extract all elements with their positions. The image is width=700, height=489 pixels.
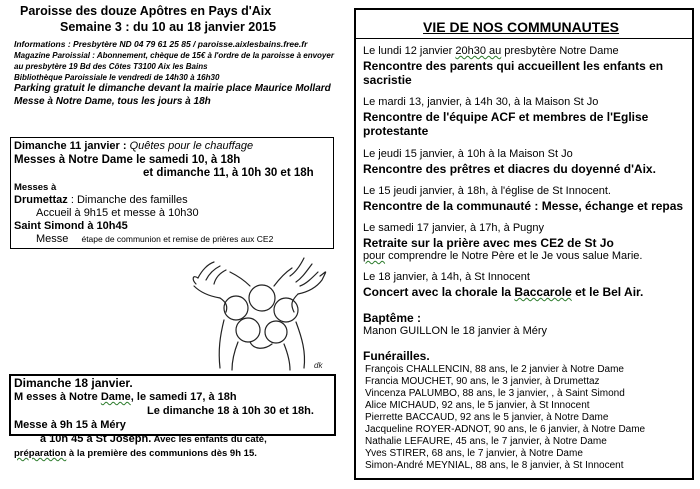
event-4-date: Le 15 jeudi janvier, à 18h, à l'église de St Innocent.: [363, 185, 611, 197]
event-6-date: Le 18 janvier, à 14h, à St Innocent: [363, 271, 530, 283]
sunday-18-heading: Dimanche 18 janvier.: [14, 376, 133, 390]
event-5-date: Le samedi 17 janvier, à 17h, à Pugny: [363, 222, 545, 234]
daily-mass-info: Messe à Notre Dame, tous les jours à 18h: [14, 96, 211, 107]
list-item: Nathalie LEFAURE, 45 ans, le 7 janvier, à Notre Dame: [365, 436, 607, 447]
event-2-title-2: protestante: [363, 124, 429, 138]
event-6-title: Concert avec la chorale la Baccarole et le Bel Air.: [363, 285, 644, 299]
funerailles-heading: Funérailles.: [363, 349, 430, 363]
parish-title: Paroisse des douze Apôtres en Pays d'Aix: [20, 4, 272, 18]
event-1-title-2: sacristie: [363, 73, 412, 87]
messes-a-label: Messes à: [14, 182, 57, 193]
sunday-11-mass-line-1: Messes à Notre Dame le samedi 10, à 18h: [14, 154, 241, 166]
list-item: Alice MICHAUD, 92 ans, le 5 janvier, à St Innocent: [365, 400, 590, 411]
list-item: Francia MOUCHET, 90 ans, le 3 janvier, à Drumettaz: [365, 376, 600, 387]
drumettaz-line: Drumettaz : Dimanche des familles: [14, 194, 188, 206]
event-2-title-1: Rencontre de l'équipe ACF et membres de l'Eglise: [363, 110, 649, 124]
illustration-signature: dk: [314, 361, 323, 370]
week-title: Semaine 3 : du 10 au 18 janvier 2015: [60, 20, 277, 34]
bapteme-text: Manon GUILLON le 18 janvier à Méry: [363, 325, 548, 337]
event-1-title-1: Rencontre des parents qui accueillent les enfants en: [363, 59, 664, 73]
messe-ce2-line: Messe étape de communion et remise de prières aux CE2: [36, 233, 274, 245]
praying-children-illustration: [184, 250, 334, 375]
list-item: Simon-André MEYNIAL, 88 ans, le 8 janvier, à St Innocent: [365, 460, 624, 471]
parking-info: Parking gratuit le dimanche devant la mairie place Maurice Mollard: [14, 83, 331, 94]
sunday-18-line-1: M esses à Notre Dame, le samedi 17, à 18h: [14, 391, 237, 403]
info-line-2: Magazine Paroissial : Abonnement, chèque de 15€ à l'ordre de la paroisse à envoyer: [14, 51, 334, 60]
info-line-3: au presbytère 19 Bd des Côtes T3100 Aix les Bains: [14, 62, 208, 71]
event-4-title: Rencontre de la communauté : Messe, échange et repas: [363, 199, 684, 213]
event-1-date: Le lundi 12 janvier 20h30 au presbytère Notre Dame: [363, 45, 619, 57]
sunday-18-line-3: Messe à 9h 15 à Méry: [14, 419, 126, 431]
heading-divider: [355, 38, 693, 39]
list-item: Yves STIRER, 68 ans, le 7 janvier, à Notre Dame: [365, 448, 583, 459]
sunday-18-line-2: Le dimanche 18 à 10h 30 et 18h.: [147, 405, 314, 417]
sunday-18-line-4: à 10h 45 à St Joseph. Avec les enfants du caté,: [40, 433, 267, 445]
bapteme-heading: Baptême :: [363, 311, 422, 325]
event-5-title: Retraite sur la prière avec mes CE2 de St Jo: [363, 236, 614, 250]
list-item: François CHALLENCIN, 88 ans, le 2 janvier à Notre Dame: [365, 364, 624, 375]
list-item: Jacqueline ROYER-ADNOT, 90 ans, le 6 janvier, à Notre Dame: [365, 424, 646, 435]
event-3-date: Le jeudi 15 janvier, à 10h à la Maison St Jo: [363, 148, 573, 160]
list-item: Vincenza PALUMBO, 88 ans, le 3 janvier, , à Saint Simond: [365, 388, 625, 399]
sunday-11-heading: Dimanche 11 janvier : Quêtes pour le chauffage: [14, 140, 254, 152]
sunday-18-line-5: préparation à la première des communions dès 9h 15.: [14, 448, 257, 459]
list-item: Pierrette BACCAUD, 92 ans le 5 janvier, à Notre Dame: [365, 412, 609, 423]
event-5-note: pour comprendre le Notre Père et le Je vous salue Marie.: [363, 250, 643, 262]
accueil-line: Accueil à 9h15 et messe à 10h30: [36, 207, 199, 219]
sunday-11-mass-line-2: et dimanche 11, à 10h 30 et 18h: [143, 167, 314, 179]
saint-simond-line: Saint Simond à 10h45: [14, 220, 128, 232]
event-3-title: Rencontre des prêtres et diacres du doyenné d'Aix.: [363, 162, 656, 176]
community-life-heading: VIE DE NOS COMMUNAUTES: [423, 19, 620, 35]
info-line-4: Bibliothèque Paroissiale le vendredi de 14h30 à 16h30: [14, 73, 220, 82]
event-2-date: Le mardi 13, janvier, à 14h 30, à la Maison St Jo: [363, 96, 599, 108]
info-line-1: Informations : Presbytère ND 04 79 61 25 85 / paroisse.aixlesbains.free.fr: [14, 39, 308, 49]
